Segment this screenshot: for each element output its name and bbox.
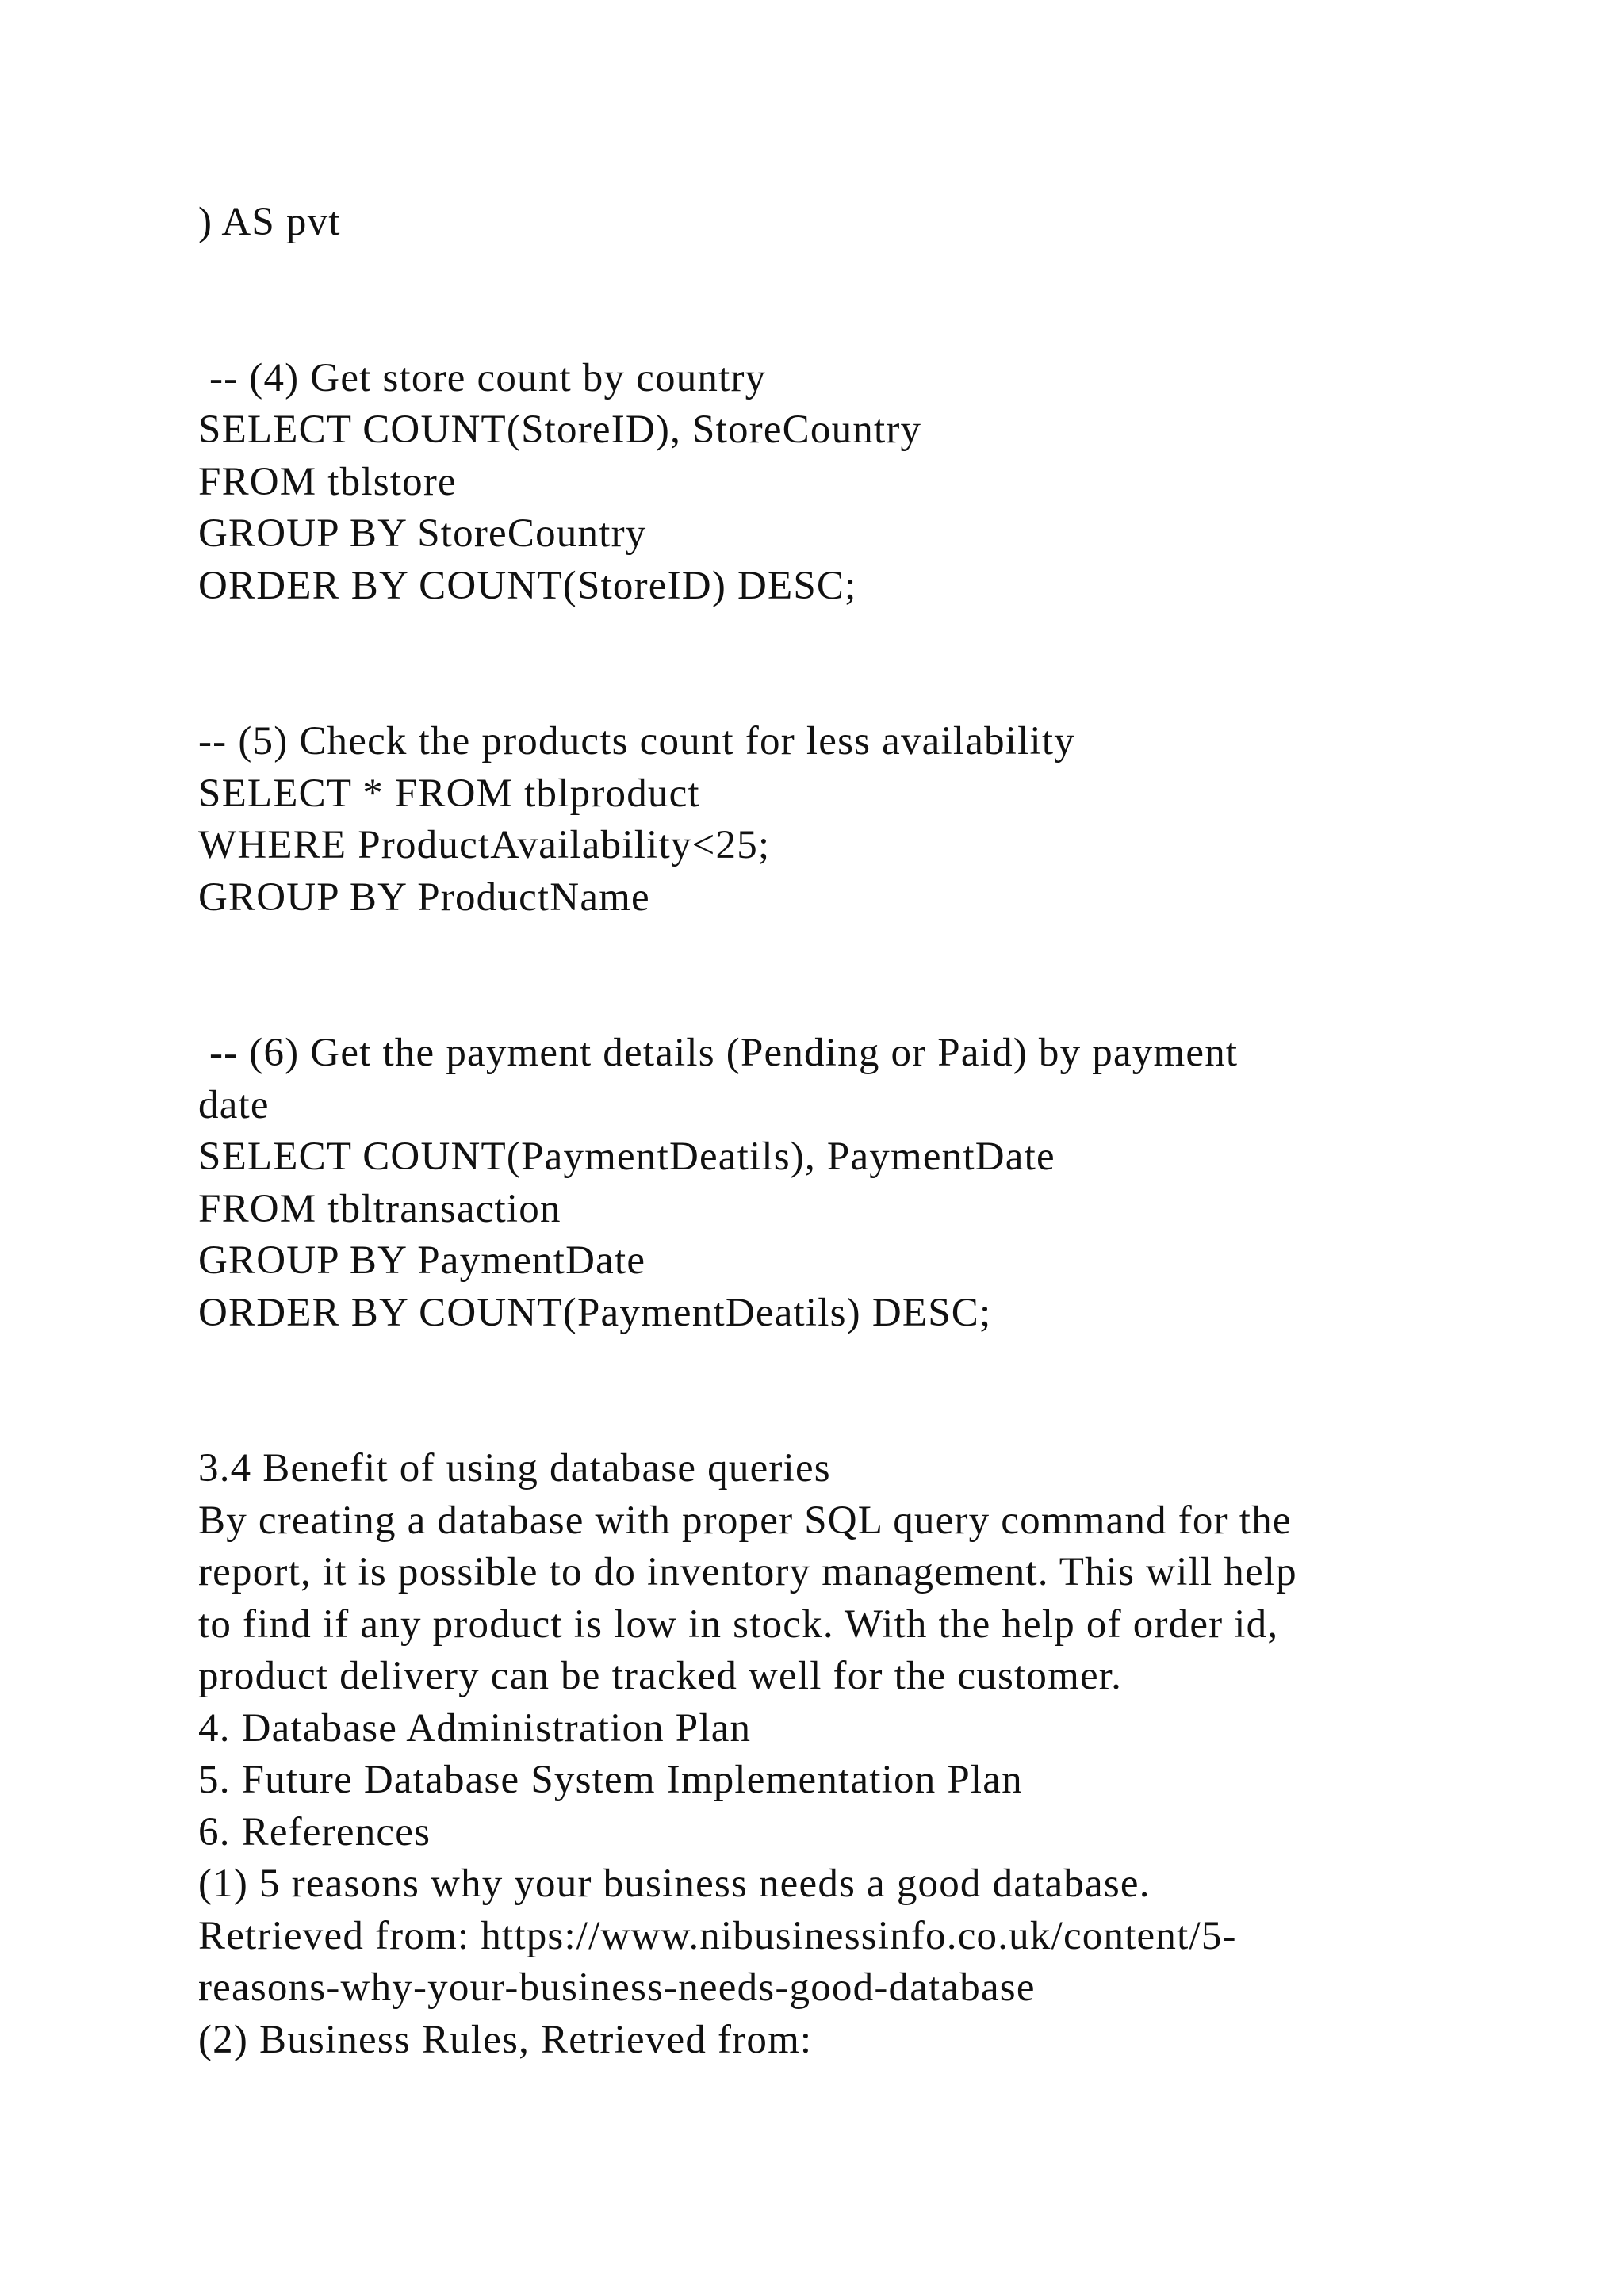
query-6-line: SELECT COUNT(PaymentDeatils), PaymentDate — [198, 1135, 1055, 1179]
reference-line: (2) Business Rules, Retrieved from: — [198, 2017, 813, 2062]
query-5-block — [198, 716, 1546, 924]
section-heading-6: 6. References — [198, 1809, 431, 1854]
query-5-comment: -- (5) Check the products count for less availability — [198, 719, 1075, 763]
paragraph-line: to find if any product is low in stock. With the help of order id, — [198, 1601, 1279, 1647]
query-6-line: GROUP BY PaymentDate — [198, 1238, 646, 1283]
query-4-line: FROM tblstore — [198, 459, 457, 504]
reference-line: reasons-why-your-business-needs-good-database — [198, 1965, 1036, 2010]
spacer — [198, 249, 1546, 353]
reference-line: Retrieved from: https://www.nibusinessinfo.co.uk/content/5- — [198, 1913, 1237, 1958]
paragraph-line: report, it is possible to do inventory management. This will help — [198, 1550, 1297, 1594]
reference-line: (1) 5 reasons why your business needs a good database. — [198, 1862, 1151, 1906]
section-3-4 — [198, 1443, 1546, 1703]
query-4-comment: -- (4) Get store count by country — [198, 355, 767, 400]
spacer — [198, 924, 1546, 1027]
query-6-line: ORDER BY COUNT(PaymentDeatils) DESC; — [198, 1290, 992, 1335]
query-4-line: ORDER BY COUNT(StoreID) DESC; — [198, 563, 857, 608]
query-5-line: SELECT * FROM tblproduct — [198, 771, 700, 816]
query-4-line: SELECT COUNT(StoreID), StoreCountry — [198, 408, 922, 452]
query-5-line: GROUP BY ProductName — [198, 874, 650, 920]
pivot-alias-line: ) AS pvt — [198, 200, 341, 244]
query-4-block — [198, 353, 1546, 613]
section-heading: 3.4 Benefit of using database queries — [198, 1446, 831, 1490]
query-6-block — [198, 1027, 1546, 1339]
query-5-line: WHERE ProductAvailability<25; — [198, 823, 771, 867]
paragraph-line: By creating a database with proper SQL query command for the — [198, 1498, 1292, 1543]
document-body — [198, 197, 1546, 2066]
spacer — [198, 1339, 1546, 1443]
query-6-comment: -- (6) Get the payment details (Pending or Paid) by payment — [198, 1031, 1239, 1075]
query-6-line: FROM tbltransaction — [198, 1186, 561, 1231]
query-6-comment-continued: date — [198, 1082, 270, 1127]
section-heading-5: 5. Future Database System Implementation Plan — [198, 1758, 1023, 1802]
query-4-line: GROUP BY StoreCountry — [198, 511, 647, 556]
paragraph-line: product delivery can be tracked well for the customer. — [198, 1654, 1123, 1698]
spacer — [198, 612, 1546, 716]
references-list — [198, 1858, 1546, 2066]
section-heading-4: 4. Database Administration Plan — [198, 1705, 752, 1751]
